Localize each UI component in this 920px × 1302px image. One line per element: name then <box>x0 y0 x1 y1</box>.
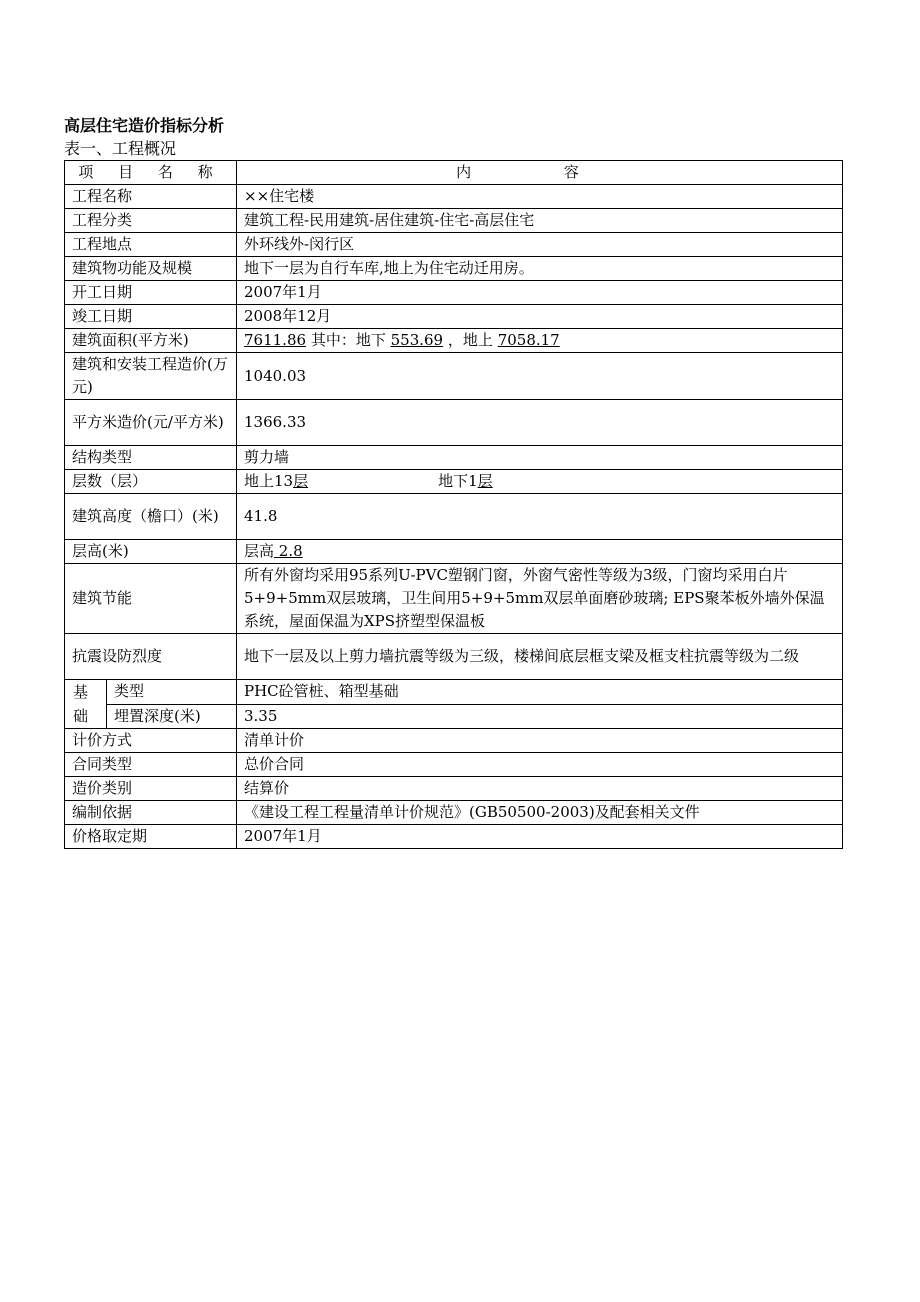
table-header-row <box>65 161 843 185</box>
table-row-cost-category <box>65 777 843 801</box>
row-label: 计价方式 <box>65 729 237 753</box>
row-value: PHC砼管桩、箱型基础 <box>237 680 843 705</box>
row-label: 埋置深度(米) <box>107 704 237 729</box>
table-row-seismic <box>65 634 843 680</box>
header-content-cell: 内 容 <box>237 161 843 185</box>
row-value: 总价合同 <box>237 753 843 777</box>
row-value: 地下一层及以上剪力墙抗震等级为三级，楼梯间底层框支梁及框支柱抗震等级为二级 <box>237 634 843 680</box>
table-row-completion-date <box>65 305 843 329</box>
row-label: 工程地点 <box>65 233 237 257</box>
row-value <box>237 540 843 564</box>
row-value: 建筑工程-民用建筑-居住建筑-住宅-高层住宅 <box>237 209 843 233</box>
table-row-project-category <box>65 209 843 233</box>
floors-above-prefix: 地上13 <box>244 472 294 490</box>
table-row-foundation-depth <box>65 704 843 729</box>
row-value: 剪力墙 <box>237 446 843 470</box>
row-value: 2007年1月 <box>237 825 843 849</box>
row-value: 《建设工程工程量清单计价规范》(GB50500-2003)及配套相关文件 <box>237 801 843 825</box>
row-label: 竣工日期 <box>65 305 237 329</box>
row-value: 2007年1月 <box>237 281 843 305</box>
row-label: 价格取定期 <box>65 825 237 849</box>
row-label: 工程名称 <box>65 185 237 209</box>
row-label: 开工日期 <box>65 281 237 305</box>
table-row-price-date <box>65 825 843 849</box>
document-title: 高层住宅造价指标分析 <box>64 116 225 135</box>
table-row-basis <box>65 801 843 825</box>
row-value: 41.8 <box>237 494 843 540</box>
above-text: ，地上 <box>447 331 493 349</box>
row-value <box>237 329 843 353</box>
table-row-foundation-type <box>65 680 843 705</box>
floor-height-value: 2.8 <box>274 542 303 560</box>
table-row-construction-cost <box>65 353 843 400</box>
table-row-function-scale <box>65 257 843 281</box>
row-value: ××住宅楼 <box>237 185 843 209</box>
row-label: 层高(米) <box>65 540 237 564</box>
table-row-contract-type <box>65 753 843 777</box>
row-label: 建筑节能 <box>65 564 237 634</box>
row-label: 建筑高度（檐口）(米) <box>65 494 237 540</box>
table-row-pricing-method <box>65 729 843 753</box>
floors-above-unit: 层 <box>293 472 309 490</box>
table-row-unit-cost <box>65 400 843 446</box>
row-label: 层数（层） <box>65 470 237 494</box>
row-label: 造价类别 <box>65 777 237 801</box>
row-label: 合同类型 <box>65 753 237 777</box>
header-item-cell: 项 目 名 称 <box>65 161 237 185</box>
table-row-floor-height <box>65 540 843 564</box>
row-value: 清单计价 <box>237 729 843 753</box>
table-row-building-area <box>65 329 843 353</box>
total-area: 7611.86 <box>244 331 307 349</box>
table-row-project-name <box>65 185 843 209</box>
floors-below-unit: 层 <box>477 472 493 490</box>
row-label: 建筑物功能及规模 <box>65 257 237 281</box>
row-value: 外环线外-闵行区 <box>237 233 843 257</box>
table-row-floors <box>65 470 843 494</box>
project-overview-table <box>64 160 843 849</box>
row-value: 地下一层为自行车库,地上为住宅动迁用房。 <box>237 257 843 281</box>
row-value: 所有外窗均采用95系列U-PVC塑钢门窗，外窗气密性等级为3级，门窗均采用白片5+9+5mm双层玻璃，卫生间用5+9+5mm双层单面磨砂玻璃; EPS聚苯板外墙外保温系统，屋面保温为XPS挤塑型保温板 <box>237 564 843 634</box>
document-page <box>64 114 842 849</box>
aboveground-area: 7058.17 <box>497 331 560 349</box>
table-caption: 表一、工程概况 <box>64 139 177 158</box>
row-label: 类型 <box>107 680 237 705</box>
foundation-label: 基础 <box>65 680 107 729</box>
row-label: 建筑面积(平方米) <box>65 329 237 353</box>
row-value: 3.35 <box>237 704 843 729</box>
table-row-start-date <box>65 281 843 305</box>
row-value: 1040.03 <box>237 353 843 400</box>
table-row-building-height <box>65 494 843 540</box>
underground-area: 553.69 <box>390 331 444 349</box>
row-value: 1366.33 <box>237 400 843 446</box>
row-label: 编制依据 <box>65 801 237 825</box>
among-text: 其中：地下 <box>310 331 386 349</box>
row-label: 结构类型 <box>65 446 237 470</box>
table-row-project-location <box>65 233 843 257</box>
row-value: 2008年12月 <box>237 305 843 329</box>
row-value: 结算价 <box>237 777 843 801</box>
floor-height-prefix: 层高 <box>244 542 275 560</box>
floors-below-prefix: 地下1 <box>438 472 478 490</box>
row-label: 平方米造价(元/平方米) <box>65 400 237 446</box>
row-label: 建筑和安装工程造价(万元) <box>65 353 237 400</box>
row-label: 工程分类 <box>65 209 237 233</box>
row-value <box>237 470 843 494</box>
table-row-energy-saving <box>65 564 843 634</box>
table-row-structure-type <box>65 446 843 470</box>
row-label: 抗震设防烈度 <box>65 634 237 680</box>
